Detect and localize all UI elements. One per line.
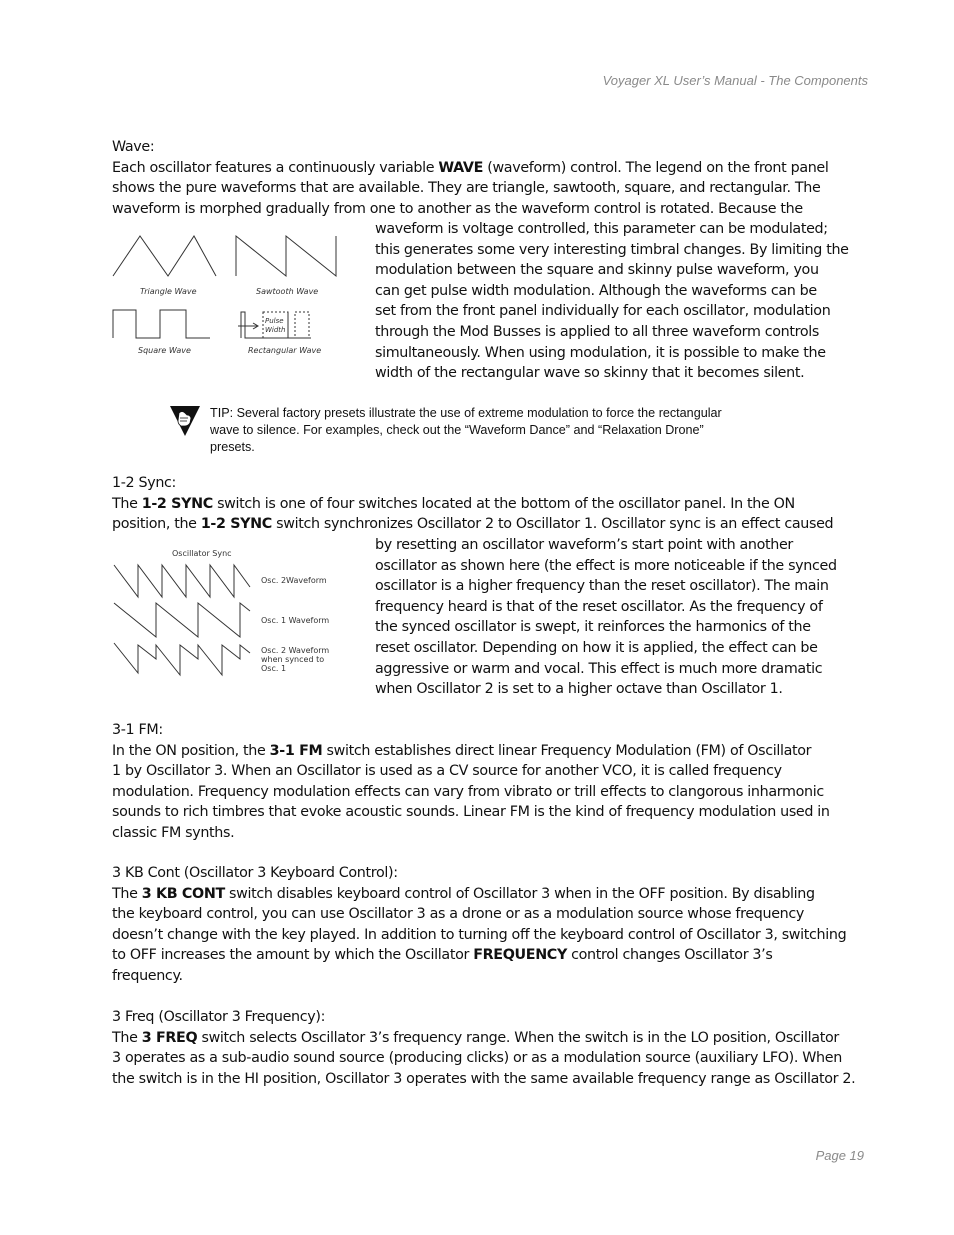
wave-wrap-line: through the Mod Busses is applied to all three waveform controls [375, 323, 819, 340]
kbcont-keyword: 3 KB CONT [141, 885, 225, 902]
fm-line-1 [112, 741, 852, 762]
osc2-label: Osc. 2Waveform [261, 576, 327, 585]
freq-keyword: 3 FREQ [141, 1029, 198, 1046]
kbcont-section [112, 863, 852, 987]
osc2-waveform [114, 565, 250, 597]
frequency-keyword: FREQUENCY [473, 947, 567, 964]
tip-line: presets. [210, 440, 255, 454]
tip-line: wave to silence. For examples, check out the “Waveform Dance” and “Relaxation Drone” [210, 423, 704, 437]
freq-line-1 [112, 1028, 852, 1049]
sync-wrap-line: oscillator as shown here (the effect is more noticeable if the synced [375, 557, 837, 574]
sync-wrap-line: oscillator is a higher frequency than the reset oscillator). The main [375, 578, 829, 595]
sync-keyword: 1-2 SYNC [141, 495, 213, 512]
kbcont-line-5: frequency. [112, 967, 183, 984]
sync-wrap-line: reset oscillator. Depending on how it is applied, the effect can be [375, 639, 818, 656]
sync-heading: 1-2 Sync: [112, 475, 177, 491]
waveform-figure [108, 228, 348, 368]
wave-wrap-line: simultaneously. When using modulation, it is possible to make the [375, 344, 826, 361]
text: The [112, 885, 142, 902]
wave-wrap-line: can get pulse width modulation. Although the waveforms can be [375, 282, 817, 299]
tip-line: TIP: Several factory presets illustrate the use of extreme modulation to force the rectangular [210, 406, 722, 420]
rectangular-label: Rectangular Wave [248, 346, 322, 355]
running-header: Voyager XL User’s Manual - The Components [602, 73, 868, 88]
thumbs-up-icon [168, 404, 202, 438]
text: (waveform) control. The legend on the front panel [483, 159, 829, 176]
sync-line-2 [112, 514, 852, 535]
text: to OFF increases the amount by which the Oscillator [112, 947, 474, 964]
wave-wrap-line: set from the front panel individually for each oscillator, modulation [375, 303, 831, 320]
kbcont-line-1 [112, 884, 852, 905]
text: switch disables keyboard control of Oscillator 3 when in the OFF position. By disabling [224, 885, 815, 902]
wave-heading: Wave: [112, 139, 155, 155]
fm-line: sounds to rich timbres that evoke acoustic sounds. Linear FM is the kind of frequency modulation used in [112, 804, 830, 821]
freq-heading: 3 Freq (Oscillator 3 Frequency): [112, 1009, 326, 1025]
oscillator-sync-figure [108, 545, 348, 685]
sync-wrap-text [375, 535, 845, 700]
wave-wrap-line: this generates some very interesting timbral changes. By limiting the [375, 241, 849, 258]
rectangular-wave [238, 312, 311, 338]
fm-section [112, 720, 852, 844]
sync-wrap-line: the synced oscillator is swept, it reinforces the harmonics of the [375, 619, 811, 636]
sawtooth-label: Sawtooth Wave [256, 287, 319, 296]
synced-waveform [114, 643, 250, 675]
text: control changes Oscillator 3’s [566, 947, 773, 964]
synced-label-2: when synced to [261, 655, 325, 664]
sync-section [112, 473, 852, 535]
sync-figure-title: Oscillator Sync [172, 549, 232, 558]
wave-keyword: WAVE [438, 159, 484, 176]
sync-keyword: 1-2 SYNC [200, 516, 272, 533]
sync-wrap-line: by resetting an oscillator waveform’s start point with another [375, 537, 793, 553]
wave-wrap-line: width of the rectangular wave so skinny that it becomes silent. [375, 365, 805, 382]
sawtooth-wave [236, 236, 336, 276]
synced-label-1: Osc. 2 Waveform [261, 646, 330, 655]
synced-label-3: Osc. 1 [261, 664, 287, 673]
text: switch is one of four switches located at the bottom of the oscillator panel. In the ON [212, 495, 795, 512]
osc1-label: Osc. 1 Waveform [261, 616, 330, 625]
text: Each oscillator features a continuously variable [112, 159, 439, 176]
sync-line-1 [112, 494, 852, 515]
triangle-wave [113, 236, 216, 276]
sync-wrap-line: aggressive or warm and vocal. This effect is much more dramatic [375, 660, 823, 677]
kbcont-line-3: doesn’t change with the key played. In addition to turning off the keyboard control of Oscillator 3, switching [112, 926, 847, 943]
fm-line: modulation. Frequency modulation effects can vary from vibrato or trill effects to clangorous inharmonic [112, 783, 824, 800]
kbcont-line-2: the keyboard control, you can use Oscillator 3 as a drone or as a modulation source whose frequency [112, 906, 804, 923]
page-number: Page 19 [815, 1148, 864, 1163]
kbcont-line-4 [112, 945, 852, 966]
text: switch synchronizes Oscillator 2 to Oscillator 1. Oscillator sync is an effect caused [271, 516, 834, 533]
fm-keyword: 3-1 FM [269, 742, 323, 759]
square-label: Square Wave [138, 346, 191, 355]
freq-line-3: the switch is in the HI position, Oscillator 3 operates with the same available frequency range as Oscillator 2. [112, 1070, 856, 1087]
triangle-label: Triangle Wave [140, 287, 197, 296]
wave-line-1 [112, 158, 852, 179]
sync-wrap-line: frequency heard is that of the reset oscillator. As the frequency of [375, 598, 823, 615]
text: switch selects Oscillator 3’s frequency range. When the switch is in the LO position, Oscillator [197, 1029, 839, 1046]
kbcont-heading: 3 KB Cont (Oscillator 3 Keyboard Control): [112, 865, 398, 881]
wave-wrap-line: modulation between the square and skinny pulse waveform, you [375, 262, 819, 279]
fm-heading: 3-1 FM: [112, 722, 163, 738]
freq-section [112, 1007, 856, 1089]
wave-line-3: waveform is morphed gradually from one to another as the waveform control is rotated. Because the [112, 200, 803, 217]
text: The [112, 1029, 142, 1046]
text: In the ON position, the [112, 742, 270, 759]
pulse-label: Pulse [265, 317, 284, 325]
text: The [112, 495, 142, 512]
width-label: Width [265, 326, 286, 334]
tip-box [210, 405, 800, 456]
fm-line: 1 by Oscillator 3. When an Oscillator is used as a CV source for another VCO, it is called frequency [112, 763, 782, 780]
wave-wrap-line: waveform is voltage controlled, this parameter can be modulated; [375, 221, 828, 237]
wave-line-2: shows the pure waveforms that are available. They are triangle, sawtooth, square, and rectangular. The [112, 180, 821, 197]
wave-wrap-text [375, 219, 849, 384]
text: switch establishes direct linear Frequency Modulation (FM) of Oscillator [322, 742, 812, 759]
freq-line-2: 3 operates as a sub-audio sound source (producing clicks) or as a modulation source (auxiliary LFO). When [112, 1050, 842, 1067]
wave-section [112, 137, 852, 219]
square-wave [113, 310, 210, 338]
text: position, the [112, 516, 201, 533]
sync-wrap-line: when Oscillator 2 is set to a higher octave than Oscillator 1. [375, 681, 783, 698]
fm-line: classic FM synths. [112, 824, 235, 841]
osc1-waveform [114, 603, 250, 637]
